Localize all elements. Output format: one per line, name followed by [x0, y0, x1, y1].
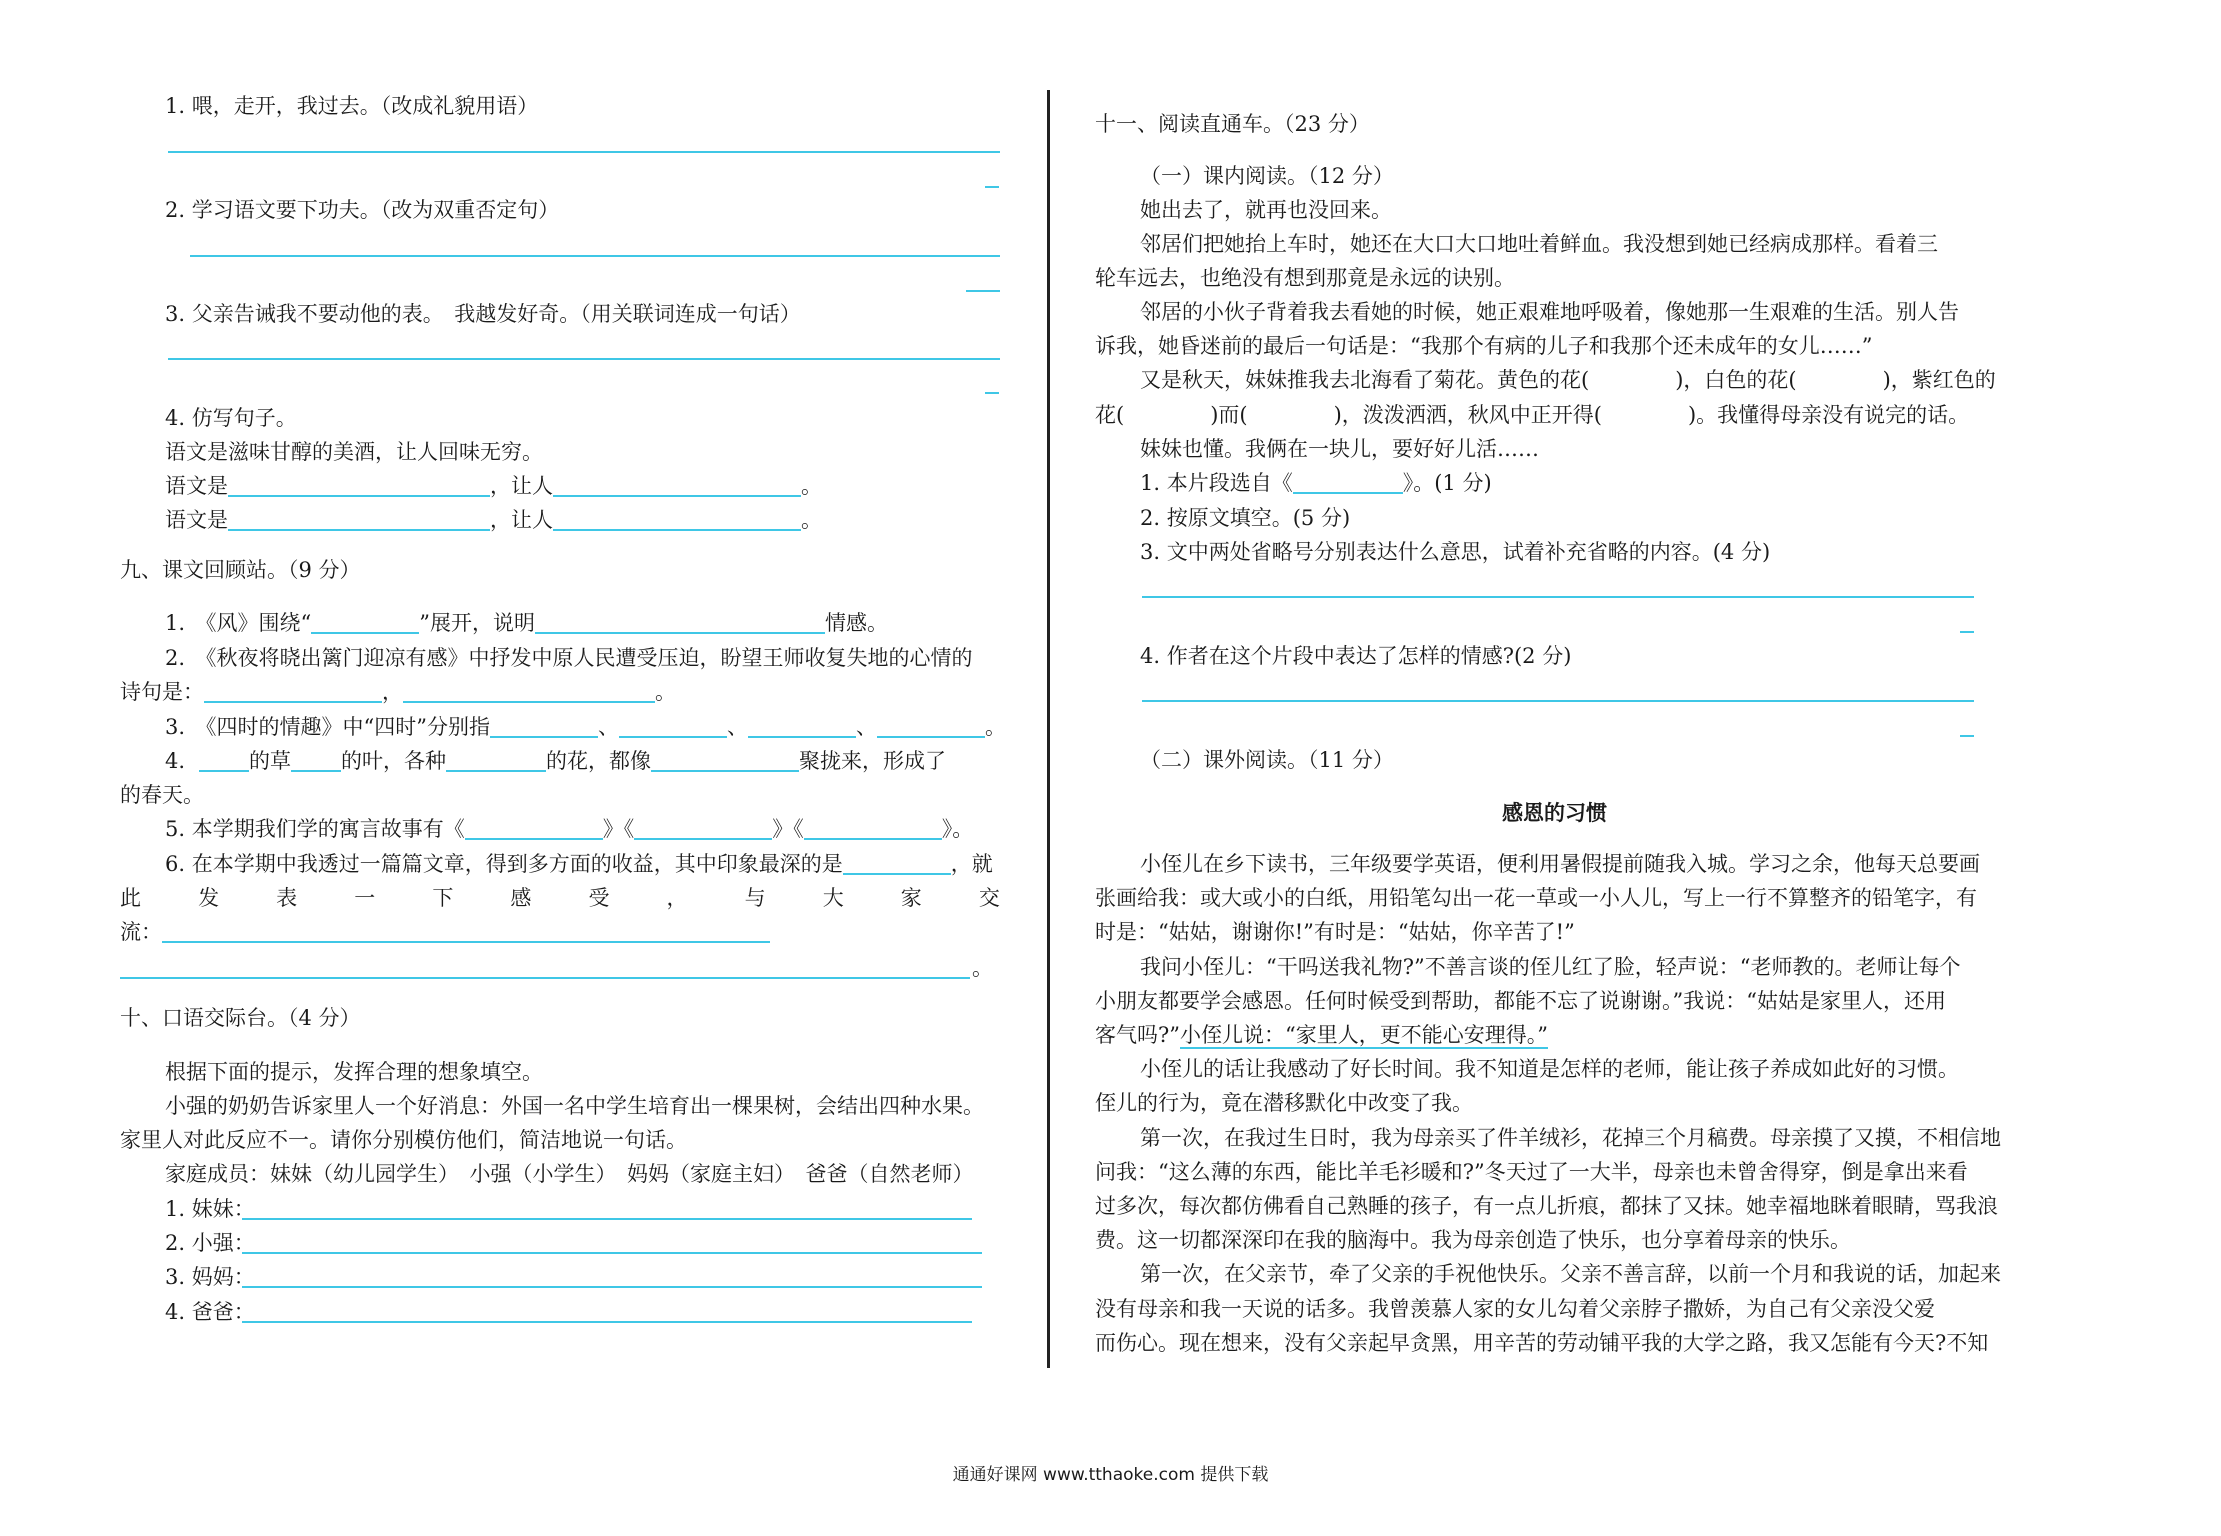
- reading-q4: 4. 作者在这个片段中表达了怎样的情感?(2 分): [1140, 644, 1572, 668]
- answer-line-q6[interactable]: [120, 977, 970, 979]
- reply-xiaoqiang-line[interactable]: [242, 1252, 982, 1254]
- reading-q2: 2. 按原文填空。(5 分): [1140, 506, 1351, 530]
- q6-row: 6. 在本学期中我透过一篇篇文章，得到多方面的收益，其中印象最深的是 ，就: [165, 852, 993, 876]
- answer-line-end: [985, 186, 999, 188]
- answer-line-s1[interactable]: [168, 151, 1000, 153]
- essay-line: 时是：“姑姑，谢谢你!”有时是：“姑姑，你辛苦了!”: [1095, 920, 1575, 944]
- passage-line: 诉我，她昏迷前的最后一句话是：“我那个有病的儿子和我那个还未成年的女儿……”: [1095, 334, 1873, 358]
- section-10-paragraph: 小强的奶奶告诉家里人一个好消息：外国一名中学生培育出一棵果树，会结出四种水果。: [165, 1094, 984, 1118]
- blank[interactable]: [311, 610, 419, 634]
- essay-line: 第一次，在我过生日时，我为母亲买了件羊绒衫，花掉三个月稿费。母亲摸了又摸，不相信地: [1140, 1126, 2001, 1150]
- answer-line-end: [966, 290, 1000, 292]
- reply-sister-line[interactable]: [242, 1218, 972, 1220]
- blank[interactable]: [199, 748, 249, 772]
- essay-line: 小侄儿在乡下读书，三年级要学英语，便利用暑假提前随我入城。学习之余，他每天总要画: [1140, 852, 1980, 876]
- section-11-heading: 十一、阅读直通车。（23 分）: [1095, 112, 1370, 136]
- answer-line-end: [985, 392, 999, 394]
- essay-line: 费。这一切都深深印在我的脑海中。我为母亲创造了快乐，也分享着母亲的快乐。: [1095, 1228, 1851, 1252]
- blank[interactable]: [843, 851, 951, 875]
- q6-end: 。: [972, 956, 993, 980]
- essay-line: 侄儿的行为，竟在潜移默化中改变了我。: [1095, 1091, 1473, 1115]
- column-divider: [1047, 90, 1050, 1368]
- passage-line: 邻居们把她抬上车时，她还在大口大口地吐着鲜血。我没想到她已经病成那样。看着三: [1140, 232, 1938, 256]
- imitation-row-2: 语文是 ，让人 。: [165, 508, 822, 532]
- blank[interactable]: [228, 473, 490, 497]
- blank[interactable]: [651, 748, 799, 772]
- blank[interactable]: [634, 816, 772, 840]
- q1-row: 1. 《风》围绕“ ”展开，说明 情感。: [165, 611, 889, 635]
- essay-line: 我问小侄儿：“干吗送我礼物?”不善言谈的侄儿红了脸，轻声说：“老师教的。老师让每个: [1140, 955, 1961, 979]
- q6-spread-row: 此 发 表 一 下 感 受 ， 与 大 家 交: [120, 886, 1000, 910]
- sentence-4-example: 语文是滋味甘醇的美酒，让人回味无穷。: [165, 440, 543, 464]
- q5-row: 5. 本学期我们学的寓言故事有《 》《 》《 》。: [165, 817, 974, 841]
- blank[interactable]: [291, 748, 341, 772]
- blank[interactable]: [804, 816, 942, 840]
- answer-line-rq3[interactable]: [1142, 596, 1974, 598]
- answer-line-end: [1960, 631, 1974, 633]
- essay-line: 问我：“这么薄的东西，能比羊毛衫暖和?”冬天过了一大半，母亲也未曾舍得穿，倒是拿出来看: [1095, 1160, 1968, 1184]
- blank[interactable]: [228, 507, 490, 531]
- sentence-1-prompt: 1. 喂，走开，我过去。（改成礼貌用语）: [165, 94, 539, 118]
- section-10-instruction: 根据下面的提示，发挥合理的想象填空。: [165, 1060, 543, 1084]
- essay-line: 没有母亲和我一天说的话多。我曾羡慕人家的女儿勾着父亲脖子撒娇，为自己有父亲没父爱: [1095, 1297, 1935, 1321]
- footer-credit: 通通好课网 www.tthaoke.com 提供下载: [952, 1465, 1269, 1485]
- blank[interactable]: [162, 919, 770, 943]
- passage-line: 妹妹也懂。我俩在一块儿，要好好儿活……: [1140, 437, 1539, 461]
- essay-line: 而伤心。现在想来，没有父亲起早贪黑，用辛苦的劳动铺平我的大学之路，我又怎能有今天?不知: [1095, 1331, 1989, 1355]
- sentence-3-prompt: 3. 父亲告诫我不要动他的表。 我越发好奇。（用关联词连成一句话）: [165, 302, 801, 326]
- blank[interactable]: [553, 507, 801, 531]
- essay-line: 小侄儿的话让我感动了好长时间。我不知道是怎样的老师，能让孩子养成如此好的习惯。: [1140, 1057, 1959, 1081]
- sentence-2-prompt: 2. 学习语文要下功夫。（改为双重否定句）: [165, 198, 560, 222]
- answer-line-s2[interactable]: [190, 255, 1000, 257]
- blank[interactable]: [877, 714, 985, 738]
- section-9-heading: 九、课文回顾站。（9 分）: [120, 558, 361, 582]
- reply-dad-label: 4. 爸爸：: [165, 1300, 255, 1324]
- q6-answer-row: 流：: [120, 918, 770, 946]
- reading-q3: 3. 文中两处省略号分别表达什么意思，试着补充省略的内容。(4 分): [1140, 540, 1771, 564]
- part-2-heading: （二）课外阅读。（11 分）: [1140, 748, 1394, 772]
- blank[interactable]: [446, 748, 546, 772]
- passage-line: 轮车远去，也绝没有想到那竟是永远的诀别。: [1095, 266, 1515, 290]
- essay-line: 小朋友都要学会感恩。任何时候受到帮助，都能不忘了说谢谢。”我说：“姑姑是家里人，还用: [1095, 989, 1946, 1013]
- section-10-paragraph-cont: 家里人对此反应不一。请你分别模仿他们，简洁地说一句话。: [120, 1128, 687, 1152]
- reply-mom-label: 3. 妈妈：: [165, 1265, 255, 1289]
- reply-dad-line[interactable]: [242, 1321, 972, 1323]
- reply-sister-label: 1. 妹妹：: [165, 1197, 255, 1221]
- blank[interactable]: [553, 473, 801, 497]
- blank[interactable]: [465, 816, 603, 840]
- passage-fill-row-1: 又是秋天，妹妹推我去北海看了菊花。黄色的花( )，白色的花( )，紫红色的: [1140, 368, 1996, 392]
- article-title: 感恩的习惯: [1502, 801, 1607, 825]
- blank[interactable]: [490, 714, 598, 738]
- q2-row: 2. 《秋夜将晓出篱门迎凉有感》中抒发中原人民遭受压迫，盼望王师收复失地的心情的: [165, 646, 973, 670]
- essay-line: 过多次，每次都仿佛看自己熟睡的孩子，有一点儿折痕，都抹了又抹。她幸福地眯着眼睛，骂我浪: [1095, 1194, 1998, 1218]
- essay-line: 第一次，在父亲节，牵了父亲的手祝他快乐。父亲不善言辞，以前一个月和我说的话，加起来: [1140, 1262, 2001, 1286]
- passage-line: 她出去了，就再也没回来。: [1140, 198, 1392, 222]
- blank[interactable]: [1293, 470, 1403, 494]
- q3-row: 3. 《四时的情趣》中“四时”分别指 、 、 、 。: [165, 715, 1007, 739]
- reading-q1: 1. 本片段选自《 》。(1 分): [1140, 471, 1492, 495]
- underlined-sentence: 小侄儿说：“家里人，更不能心安理得。”: [1180, 1023, 1548, 1047]
- reply-mom-line[interactable]: [242, 1286, 982, 1288]
- section-10-heading: 十、口语交际台。（4 分）: [120, 1006, 361, 1030]
- sentence-4-prompt: 4. 仿写句子。: [165, 406, 297, 430]
- essay-line-underlined: 客气吗?”小侄儿说：“家里人，更不能心安理得。”: [1095, 1023, 1548, 1047]
- part-1-heading: （一）课内阅读。（12 分）: [1140, 164, 1394, 188]
- blank[interactable]: [403, 679, 655, 703]
- reply-xiaoqiang-label: 2. 小强：: [165, 1231, 255, 1255]
- passage-fill-row-2: 花( )而( )，泼泼洒洒，秋风中正开得( )。我懂得母亲没有说完的话。: [1095, 403, 1970, 427]
- answer-line-end: [1960, 735, 1974, 737]
- imitation-row-1: 语文是 ，让人 。: [165, 474, 822, 498]
- blank[interactable]: [748, 714, 856, 738]
- family-members: 家庭成员：妹妹（幼儿园学生） 小强（小学生） 妈妈（家庭主妇） 爸爸（自然老师）: [165, 1162, 974, 1186]
- blank[interactable]: [619, 714, 727, 738]
- q4-row-cont: 的春天。: [120, 783, 204, 807]
- essay-line: 张画给我：或大或小的白纸，用铅笔勾出一花一草或一小人儿，写上一行不算整齐的铅笔字，有: [1095, 886, 1977, 910]
- answer-line-rq4[interactable]: [1142, 700, 1974, 702]
- blank[interactable]: [535, 610, 825, 634]
- answer-line-s3[interactable]: [168, 358, 1000, 360]
- q4-row: 4. 的草 的叶，各种 的花，都像 聚拢来，形成了: [165, 749, 947, 773]
- blank[interactable]: [204, 679, 382, 703]
- q2-answer-row: 诗句是： ， 。: [120, 680, 676, 704]
- passage-line: 邻居的小伙子背着我去看她的时候，她正艰难地呼吸着，像她那一生艰难的生活。别人告: [1140, 300, 1959, 324]
